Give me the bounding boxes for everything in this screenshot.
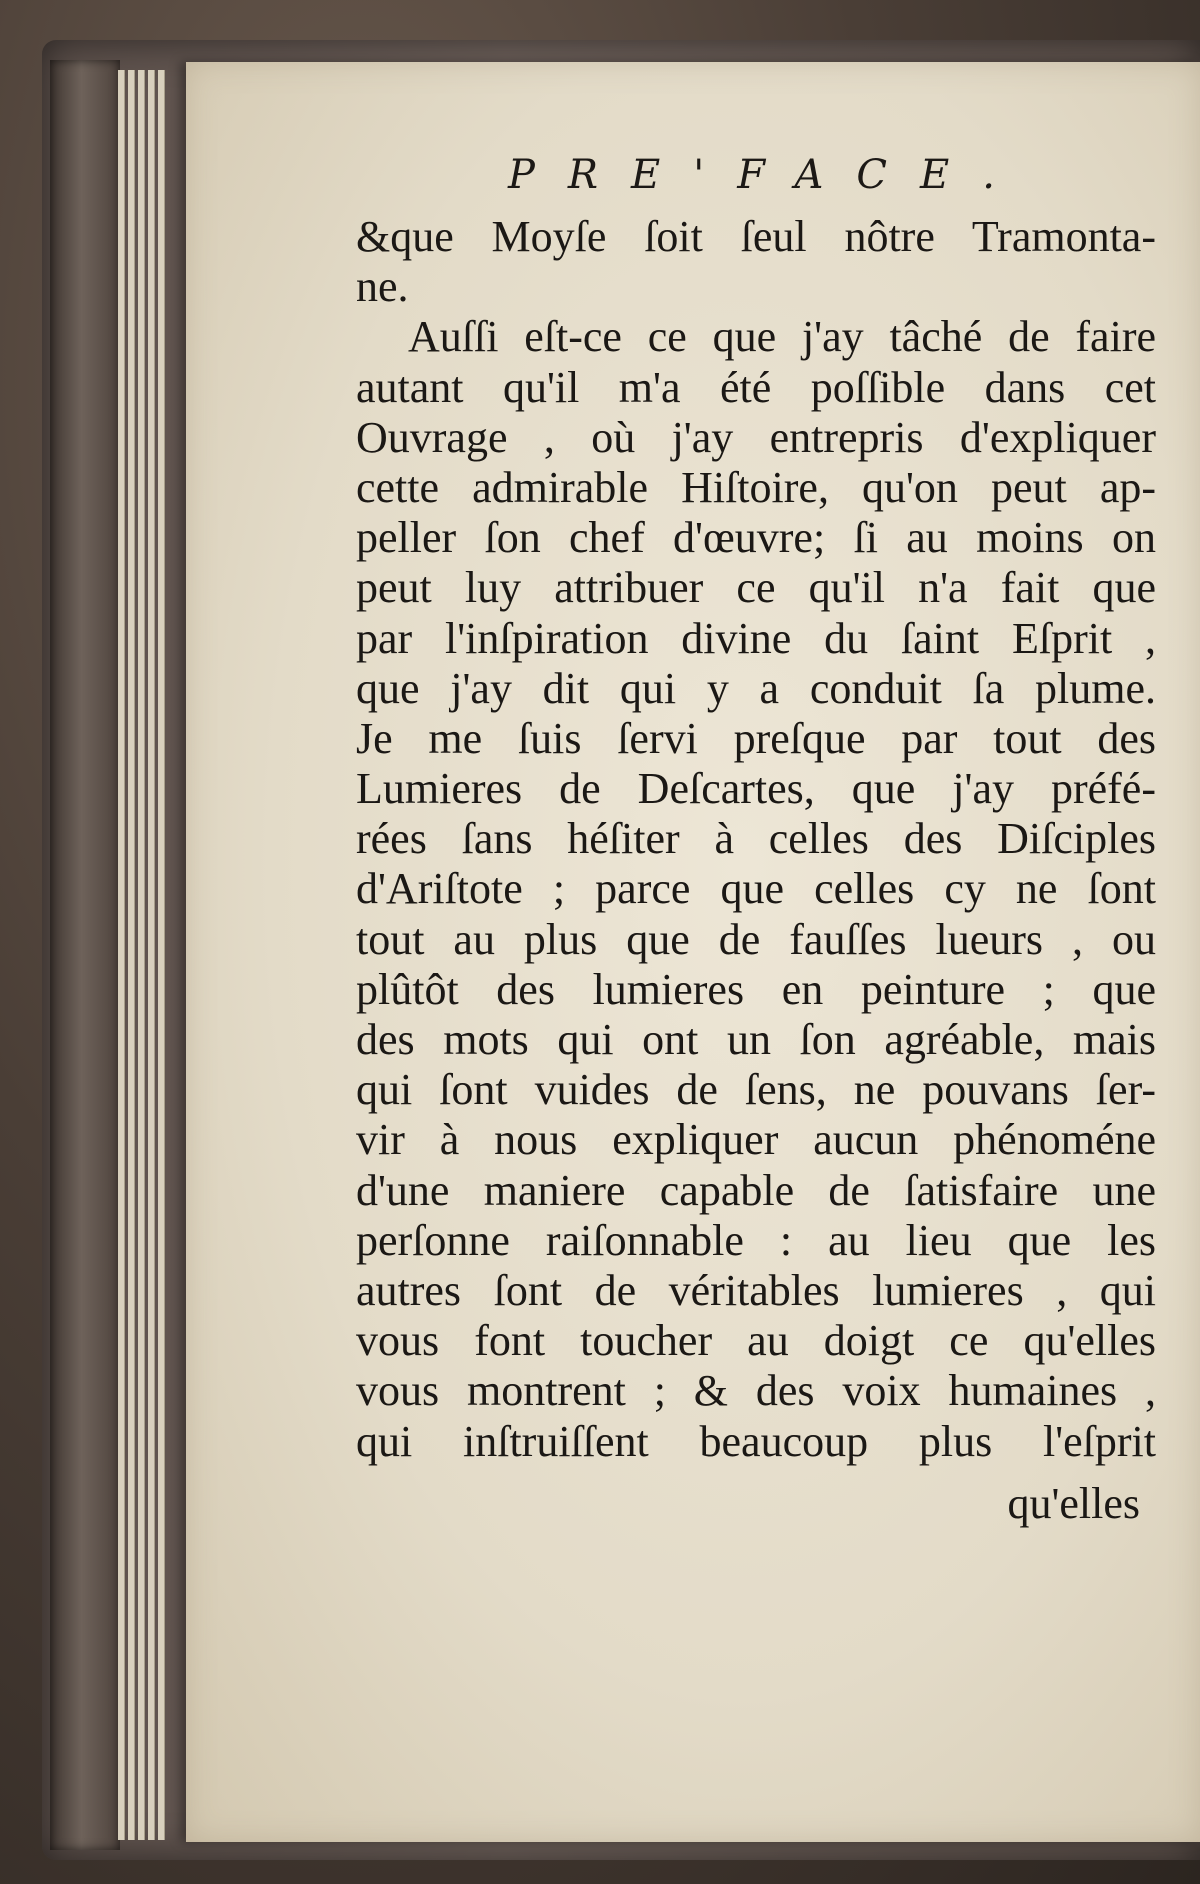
text-line: plûtôt des lumieres en peinture ; que <box>356 964 1156 1014</box>
catchword: qu'elles <box>1007 1479 1140 1528</box>
text-line: qui inſtruiſſent beaucoup plus l'eſprit <box>356 1416 1156 1466</box>
text-line: autant qu'il m'a été poſſible dans cet <box>356 362 1156 412</box>
text-line: tout au plus que de fauſſes lueurs , ou <box>356 914 1156 964</box>
show-through-stain <box>356 1476 486 1516</box>
text-line: perſonne raiſonnable : au lieu que les <box>356 1215 1156 1265</box>
page-stack-edge <box>148 70 155 1840</box>
text-line: cette admirable Hiſtoire, qu'on peut ap- <box>356 462 1156 512</box>
page-stack-edge <box>118 70 125 1840</box>
text-line: autres ſont de véritables lumieres , qui <box>356 1265 1156 1315</box>
text-line: Lumieres de Deſcartes, que j'ay préfé- <box>356 764 1156 814</box>
page-stack-edge <box>138 70 145 1840</box>
running-header: PRE'FACE. <box>508 152 1028 198</box>
text-line: &que Moyſe ſoit ſeul nôtre Tramonta- <box>356 212 1156 261</box>
text-line: d'une maniere capable de ſatisfaire une <box>356 1165 1156 1215</box>
text-line: Auſſi eſt-ce ce que j'ay tâché de faire <box>408 312 1156 362</box>
page-stack-edge <box>128 70 135 1840</box>
page-text <box>356 212 1156 1467</box>
page-stack-edge <box>158 70 165 1840</box>
text-line: peller ſon chef d'œuvre; ſi au moins on <box>356 513 1156 563</box>
text-line: des mots qui ont un ſon agréable, mais <box>356 1015 1156 1064</box>
text-line: vous font toucher au doigt ce qu'elles <box>356 1316 1156 1366</box>
text-line: rées ſans héſiter à celles des Diſciples <box>356 814 1156 864</box>
text-line: peut luy attribuer ce qu'il n'a fait que <box>356 563 1156 613</box>
text-line: d'Ariſtote ; parce que celles cy ne ſont <box>356 864 1156 914</box>
book-spine <box>50 60 120 1850</box>
text-line: vous montrent ; & des voix humaines , <box>356 1366 1156 1416</box>
text-line: Ouvrage , où j'ay entrepris d'expliquer <box>356 412 1156 462</box>
text-line: par l'inſpiration divine du ſaint Eſprit , <box>356 613 1156 663</box>
text-line: qui ſont vuides de ſens, ne pouvans ſer- <box>356 1065 1156 1115</box>
text-line: que j'ay dit qui y a conduit ſa plume. <box>356 663 1156 713</box>
text-line: ne. <box>356 262 409 312</box>
text-line: Je me ſuis ſervi preſque par tout des <box>356 713 1156 763</box>
text-line: vir à nous expliquer aucun phénoméne <box>356 1115 1156 1165</box>
